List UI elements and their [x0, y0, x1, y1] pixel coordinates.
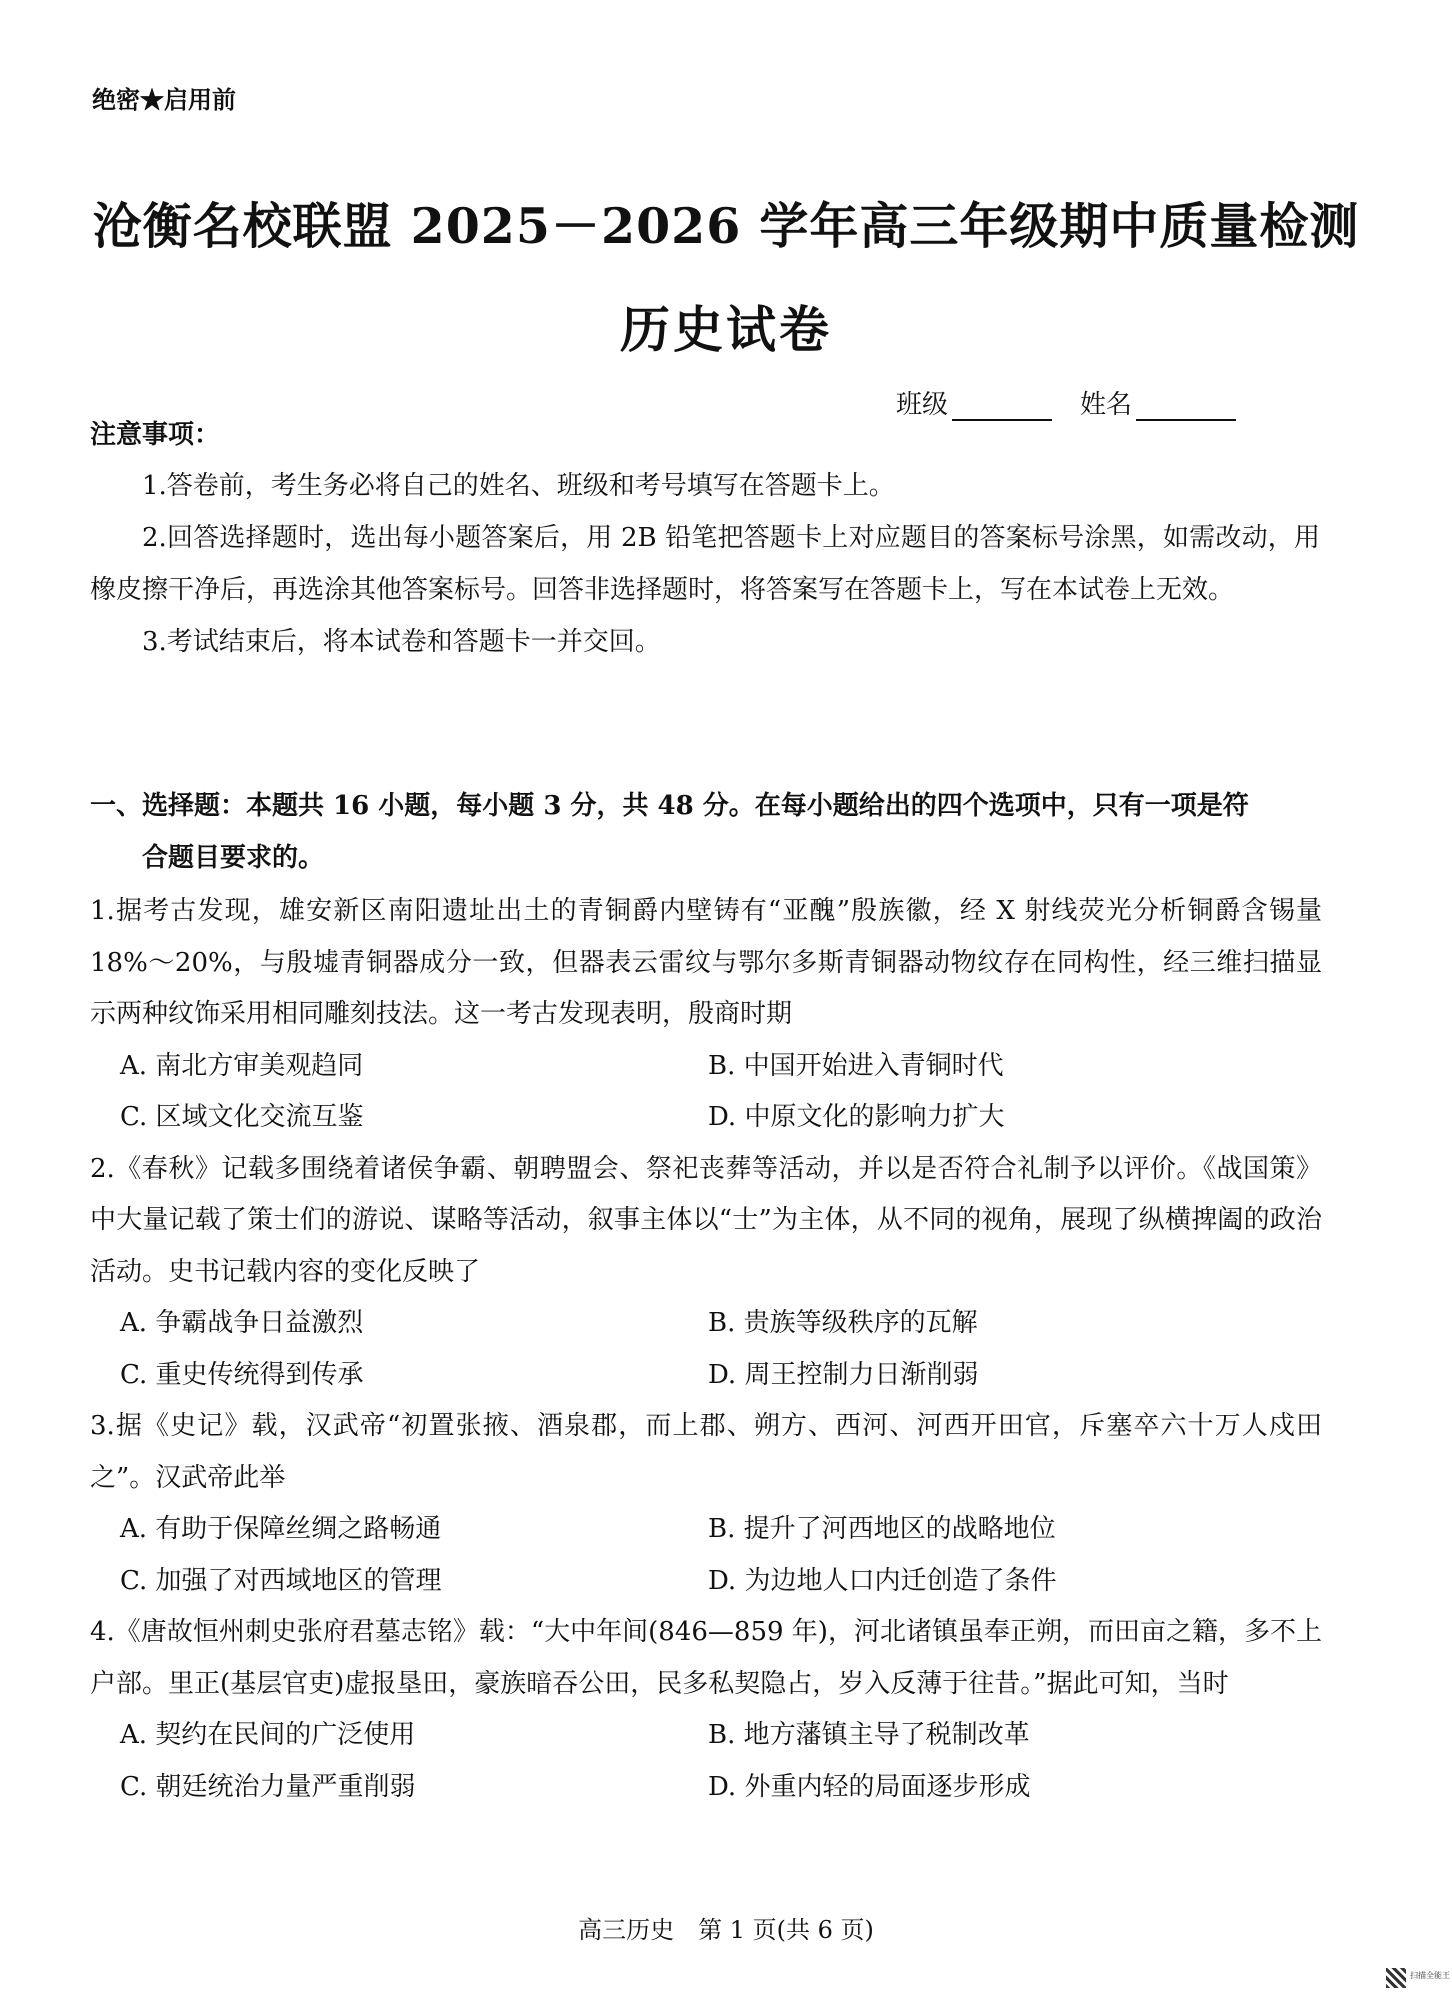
question-stem: 3.据《史记》载，汉武帝“初置张掖、酒泉郡，而上郡、朔方、西河、河西开田官，斥塞卒六十万人戍田之”。汉武帝此举: [90, 1411, 1322, 1493]
question-1: [90, 886, 1322, 1144]
notice-item: 3.考试结束后，将本试卷和答题卡一并交回。: [142, 627, 661, 657]
option-a[interactable]: A. 契约在民间的广泛使用: [120, 1720, 416, 1750]
page-footer: 高三历史 第 1 页(共 6 页): [578, 1916, 874, 1944]
option-b[interactable]: B. 地方藩镇主导了税制改革: [708, 1720, 1030, 1750]
option-c[interactable]: C. 区域文化交流互鉴: [120, 1102, 364, 1132]
option-c[interactable]: C. 重史传统得到传承: [120, 1359, 364, 1390]
option-grid: [90, 1298, 1322, 1401]
option-d[interactable]: D. 周王控制力日渐削弱: [708, 1359, 979, 1390]
notice-item: 2.回答选择题时，选出每小题答案后，用 2B 铅笔把答题卡上对应题目的答案标号涂黑，如需改动，用橡皮擦干净后，再选涂其他答案标号。回答非选择题时，将答案写在答题卡上，写在本试卷上无效。: [90, 523, 1320, 605]
confidential-mark: 绝密★启用前: [92, 85, 236, 114]
qr-code-icon: [1386, 1968, 1406, 1988]
section-line-1: 一、选择题：本题共 16 小题，每小题 3 分，共 48 分。在每小题给出的四个选项中，只有一项是符: [90, 791, 1249, 821]
question-2: [90, 1144, 1322, 1402]
option-grid: [90, 1710, 1322, 1813]
option-c[interactable]: C. 加强了对西域地区的管理: [120, 1565, 442, 1596]
option-grid: [90, 1504, 1322, 1607]
section-heading: [90, 780, 1322, 884]
section-line-2: 合题目要求的。: [142, 843, 325, 873]
option-grid: [90, 1041, 1322, 1144]
exam-title: 沧衡名校联盟 2025－2026 学年高三年级期中质量检测: [92, 197, 1360, 255]
scanner-watermark: 扫描全能王: [1410, 1971, 1450, 1980]
question-stem: 2.《春秋》记载多围绕着诸侯争霸、朝聘盟会、祭祀丧葬等活动，并以是否符合礼制予以评价。《战国策》中大量记载了策士们的游说、谋略等活动，叙事主体以“士”为主体，从不同的视角，展现了纵横捭阖的政治活动。史书记载内容的变化反映了: [90, 1153, 1322, 1287]
option-d[interactable]: D. 为边地人口内迁创造了条件: [708, 1565, 1057, 1596]
class-blank[interactable]: [952, 393, 1052, 421]
notice-title: 注意事项：: [90, 420, 221, 450]
option-b[interactable]: B. 提升了河西地区的战略地位: [708, 1514, 1056, 1544]
option-b[interactable]: B. 贵族等级秩序的瓦解: [708, 1308, 978, 1338]
class-field[interactable]: [896, 384, 1052, 421]
name-label: 姓名: [1080, 390, 1133, 420]
question-stem: 4.《唐故恒州刺史张府君墓志铭》载：“大中年间(846—859 年)，河北诸镇虽奉正朔，而田亩之籍，多不上户部。里正(基层官吏)虚报垦田，豪族暗吞公田，民多私契隐占，岁入反薄于往昔。”据此可知，当时: [90, 1617, 1322, 1699]
question-3: [90, 1401, 1322, 1607]
option-d[interactable]: D. 中原文化的影响力扩大: [708, 1102, 1005, 1132]
option-b[interactable]: B. 中国开始进入青铜时代: [708, 1050, 1004, 1081]
student-info-fields: [896, 384, 1264, 421]
question-list: [90, 886, 1322, 1813]
question-stem: 1.据考古发现，雄安新区南阳遗址出土的青铜爵内壁铸有“亚醜”殷族徽，经 X 射线荧光分析铜爵含锡量 18%～20%，与殷墟青铜器成分一致，但器表云雷纹与鄂尔多斯青铜器动物纹存在同构性，经三维扫描显示两种纹饰采用相同雕刻技法。这一考古发现表明，殷商时期: [90, 896, 1322, 1029]
name-field[interactable]: [1080, 384, 1236, 421]
option-c[interactable]: C. 朝廷统治力量严重削弱: [120, 1771, 416, 1802]
class-label: 班级: [896, 390, 949, 420]
question-4: [90, 1607, 1322, 1813]
option-a[interactable]: A. 南北方审美观趋同: [120, 1050, 364, 1081]
option-a[interactable]: A. 有助于保障丝绸之路畅通: [120, 1514, 442, 1544]
option-a[interactable]: A. 争霸战争日益激烈: [120, 1308, 364, 1338]
exam-subtitle: 历史试卷: [620, 300, 832, 359]
notice-list: [90, 460, 1320, 668]
name-blank[interactable]: [1136, 393, 1236, 421]
option-d[interactable]: D. 外重内轻的局面逐步形成: [708, 1771, 1031, 1802]
notice-item: 1.答卷前，考生务必将自己的姓名、班级和考号填写在答题卡上。: [142, 471, 895, 501]
